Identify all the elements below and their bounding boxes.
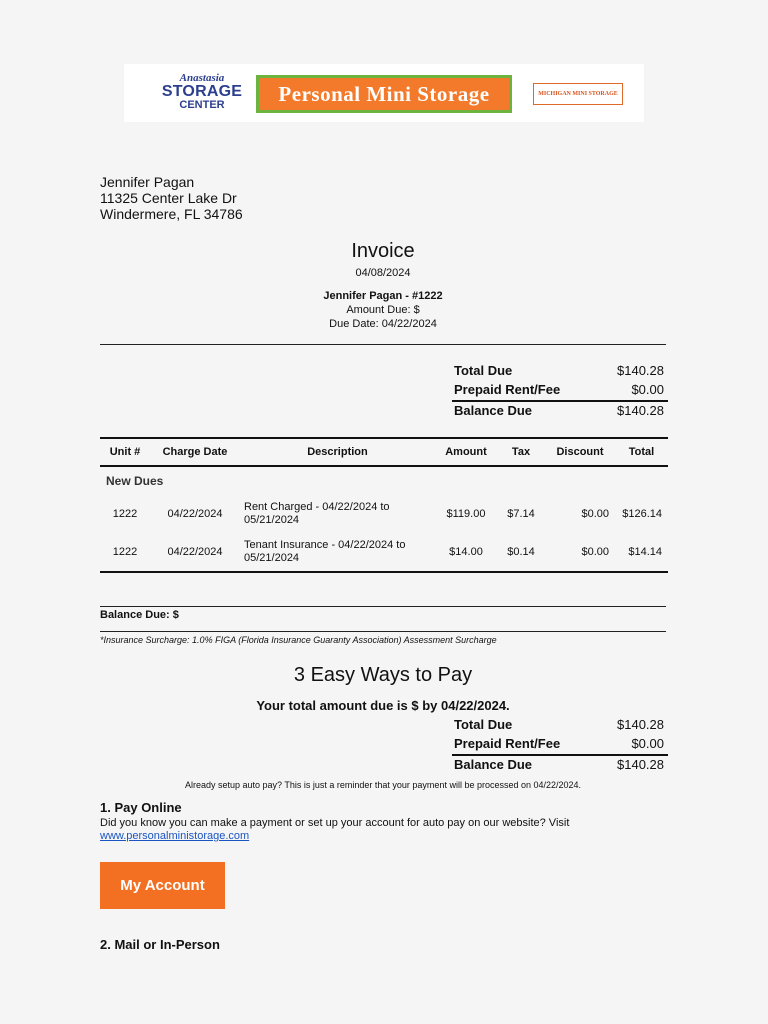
pay-online-text: Did you know you can make a payment or set up your account for auto pay on our website? Visit	[100, 817, 570, 829]
total-due-value: $140.28	[617, 717, 664, 732]
insurance-footnote: *Insurance Surcharge: 1.0% FIGA (Florida Insurance Guaranty Association) Assessment Surcharge	[100, 635, 497, 645]
col-discount: Discount	[545, 438, 615, 466]
cell-tax: $7.14	[507, 508, 535, 520]
cell-unit: 1222	[112, 508, 138, 520]
logo-text-center: CENTER	[179, 99, 225, 111]
autopay-note: Already setup auto pay? This is just a reminder that your payment will be processed on 04/22/2024.	[184, 780, 582, 790]
total-due-label: Total Due	[454, 717, 513, 732]
customer-address	[100, 174, 243, 222]
cell-total: $126.14	[622, 508, 662, 520]
cell-description-line2: 05/21/2024	[244, 514, 300, 526]
cell-description-line2: 05/21/2024	[244, 552, 300, 564]
cell-amount: $14.00	[449, 546, 483, 558]
prepaid-value: $0.00	[631, 382, 664, 397]
balance-due-label: Balance Due	[454, 757, 533, 772]
table-row	[100, 495, 668, 533]
cell-amount: $119.00	[446, 508, 486, 520]
col-total: Total	[615, 438, 668, 466]
divider	[100, 631, 666, 632]
col-unit: Unit #	[100, 438, 150, 466]
anastasia-storage-logo	[142, 73, 262, 111]
invoice-title: Invoice	[351, 240, 415, 262]
cell-discount: $0.00	[581, 508, 609, 520]
table-header-row	[100, 438, 668, 466]
logo-text-anastasia: Anastasia	[179, 72, 225, 84]
cell-date: 04/22/2024	[167, 546, 223, 558]
my-account-button[interactable]: My Account	[100, 862, 225, 909]
table-bottom-rule	[100, 571, 668, 573]
michigan-mini-storage-logo	[533, 83, 623, 105]
cell-description	[240, 495, 435, 533]
customer-city: Windermere, FL 34786	[100, 206, 243, 222]
section-row	[100, 466, 668, 495]
col-amount: Amount	[435, 438, 497, 466]
logo-banner	[124, 64, 644, 122]
personal-mini-storage-logo	[256, 75, 512, 113]
prepaid-label: Prepaid Rent/Fee	[454, 382, 561, 397]
invoice-due-date: Due Date: 04/22/2024	[329, 318, 437, 330]
cell-tax: $0.14	[507, 546, 535, 558]
prepaid-label: Prepaid Rent/Fee	[454, 736, 561, 751]
total-amount-line: Your total amount due is $ by 04/22/2024.	[256, 698, 510, 713]
prepaid-value: $0.00	[631, 736, 664, 751]
website-link[interactable]: www.personalministorage.com	[100, 830, 250, 842]
cell-description-line1: Rent Charged - 04/22/2024 to	[244, 501, 390, 513]
divider	[100, 344, 666, 345]
cell-discount: $0.00	[581, 546, 609, 558]
col-description: Description	[240, 438, 435, 466]
cell-date: 04/22/2024	[167, 508, 223, 520]
total-due-value: $140.28	[617, 363, 664, 378]
cell-description	[240, 533, 435, 571]
col-tax: Tax	[497, 438, 545, 466]
balance-due-line: Balance Due: $	[100, 609, 179, 621]
invoice-account: Jennifer Pagan - #1222	[323, 290, 443, 302]
cell-unit: 1222	[112, 546, 138, 558]
col-charge-date: Charge Date	[150, 438, 240, 466]
summary-divider	[452, 754, 668, 756]
customer-street: 11325 Center Lake Dr	[100, 190, 237, 206]
logo-text-michigan: MICHIGAN MINI STORAGE	[538, 91, 618, 97]
summary-divider	[452, 400, 668, 402]
table-row	[100, 533, 668, 571]
invoice-date: 04/08/2024	[355, 267, 411, 279]
logo-text-personal-mini-storage: Personal Mini Storage	[278, 81, 490, 106]
balance-due-value: $140.28	[617, 757, 664, 772]
divider	[100, 606, 666, 607]
ways-to-pay-heading: 3 Easy Ways to Pay	[293, 664, 473, 686]
total-due-label: Total Due	[454, 363, 513, 378]
balance-due-value: $140.28	[617, 403, 664, 418]
cell-description-line1: Tenant Insurance - 04/22/2024 to	[244, 539, 406, 551]
cell-total: $14.14	[628, 546, 662, 558]
invoice-amount-due: Amount Due: $	[346, 304, 420, 316]
charges-table	[100, 437, 668, 571]
pay-online-heading: 1. Pay Online	[100, 800, 182, 815]
balance-due-label: Balance Due	[454, 403, 533, 418]
logo-text-storage: STORAGE	[161, 83, 243, 100]
mail-in-person-heading: 2. Mail or In-Person	[100, 937, 220, 952]
section-label-new-dues: New Dues	[106, 474, 164, 488]
customer-name: Jennifer Pagan	[100, 174, 195, 190]
